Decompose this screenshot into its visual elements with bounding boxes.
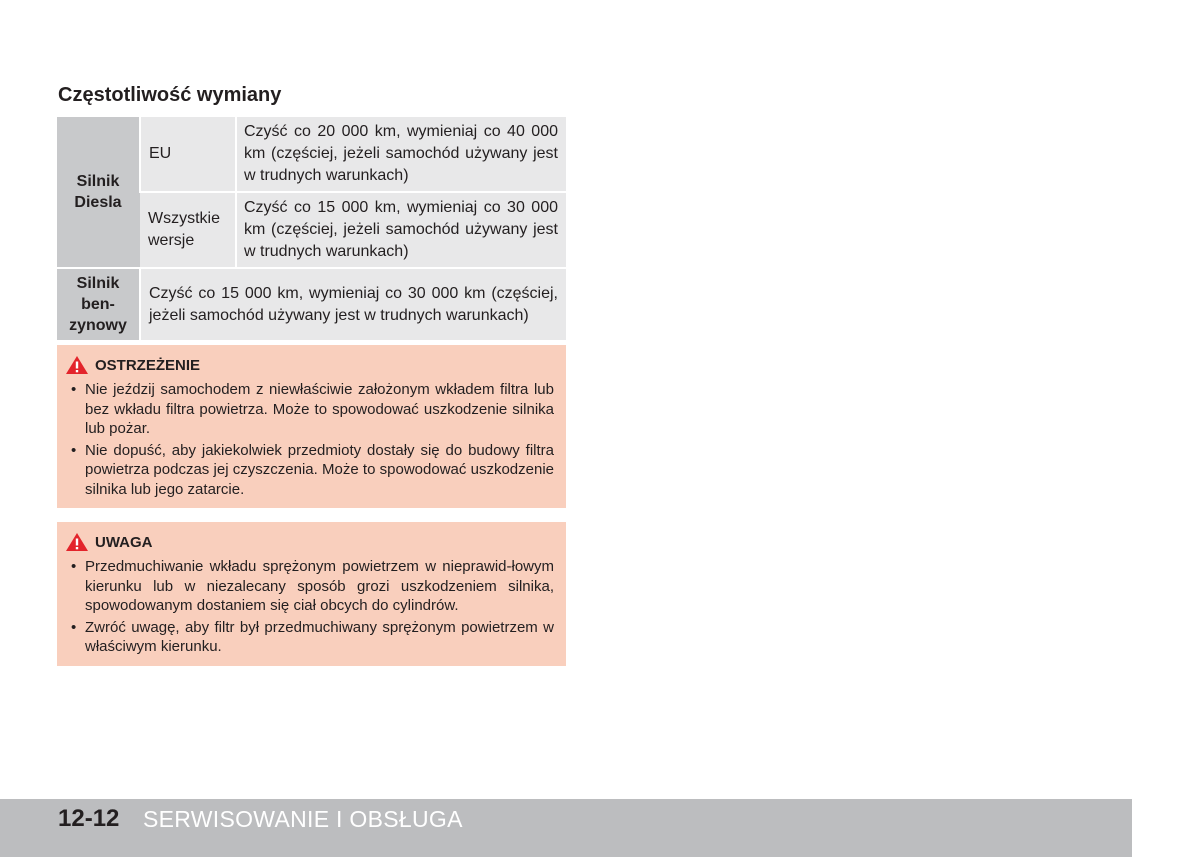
replacement-interval-table — [57, 117, 566, 340]
interval-description: Czyść co 15 000 km, wymieniaj co 30 000 km (częściej, jeżeli samochód używany jest w trudnych warunkach) — [236, 192, 566, 268]
page-number: 12-12 — [58, 805, 120, 832]
caution-header — [69, 530, 554, 554]
interval-description: Czyść co 20 000 km, wymieniaj co 40 000 km (częściej, jeżeli samochód używany jest w trudnych warunkach) — [236, 117, 566, 192]
section-title: Częstotliwość wymiany — [58, 84, 282, 106]
engine-type-diesel: Silnik Diesla — [57, 117, 140, 268]
engine-label-line: ben- — [81, 296, 115, 313]
list-item: • Nie dopuść, aby jakiekolwiek przedmioty dostały się do budowy filtra powietrza podczas jej czyszczenia. Może to spowodować uszkodzenie silnika lub jego zatarcie. — [69, 441, 554, 500]
caution-list — [69, 557, 554, 657]
variant-cell: EU — [140, 117, 236, 192]
warning-list — [69, 380, 554, 499]
list-item: • Zwróć uwagę, aby filtr był przedmuchiwany sprężonym powietrzem w właściwym kierunku. — [69, 618, 554, 657]
engine-label-line: zynowy — [69, 317, 127, 334]
list-item: • Nie jeździj samochodem z niewłaściwie założonym wkładem filtra lub bez wkładu filtra powietrza. Może to spowodować uszkodzenie silnika lub pożar. — [69, 380, 554, 439]
engine-type-petrol — [57, 268, 140, 340]
warning-triangle-icon — [65, 532, 89, 552]
chapter-title: SERWISOWANIE I OBSŁUGA — [143, 806, 463, 832]
engine-label-line: Silnik — [76, 275, 120, 292]
warning-box — [57, 345, 566, 508]
list-item: • Przedmuchiwanie wkładu sprężonym powietrzem w nieprawid-łowym kierunku lub w niezalecany sposób grozi uszkodzeniem silnika, spowodowanym dostaniem się ciał obcych do cylindrów. — [69, 557, 554, 616]
warning-triangle-icon — [65, 355, 89, 375]
table-row — [57, 117, 566, 192]
caution-box — [57, 522, 566, 666]
warning-header — [69, 353, 554, 377]
variant-cell: Wszystkie wersje — [140, 192, 236, 268]
table-row — [57, 268, 566, 340]
interval-description: Czyść co 15 000 km, wymieniaj co 30 000 km (częściej, jeżeli samochód używany jest w trudnych warunkach) — [140, 268, 566, 340]
caution-title: UWAGA — [95, 533, 153, 551]
warning-title: OSTRZEŻENIE — [95, 356, 201, 374]
